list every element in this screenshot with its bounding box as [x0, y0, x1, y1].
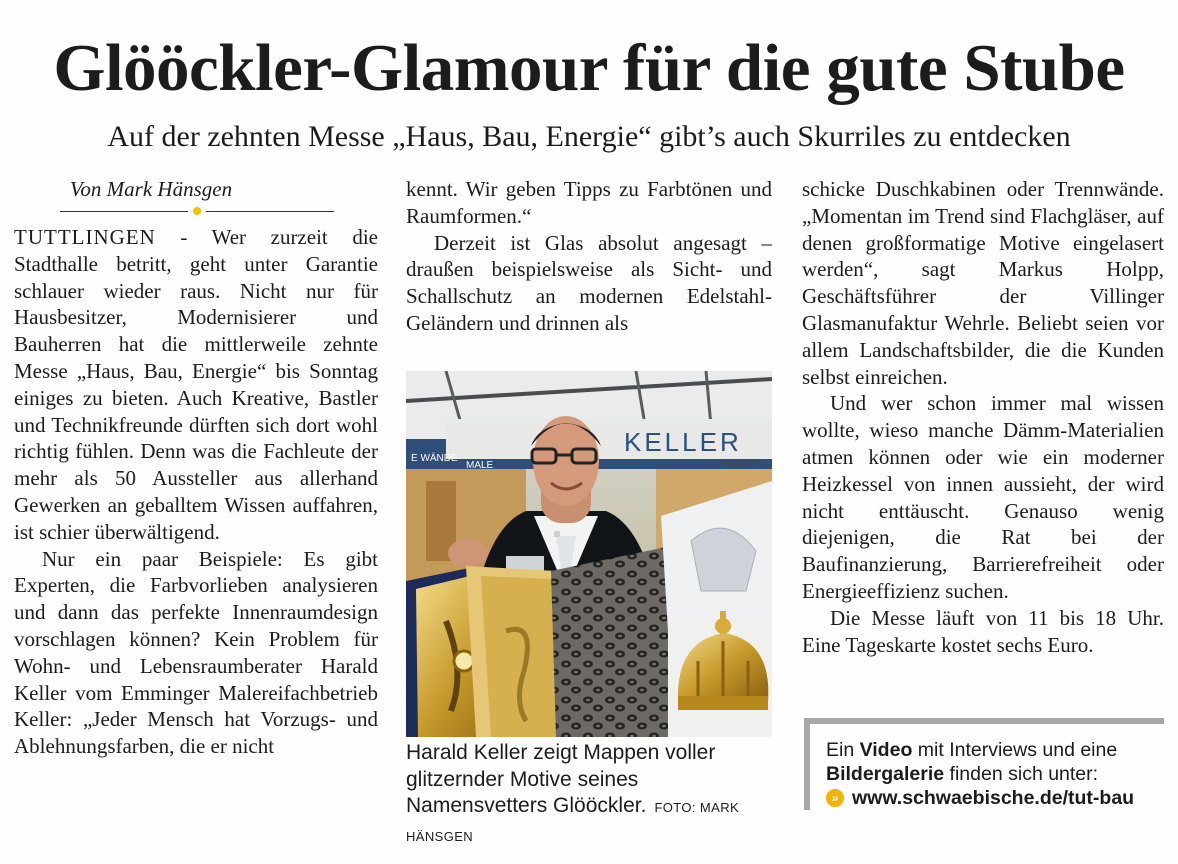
dateline: TUTTLINGEN [14, 225, 156, 249]
info-box [804, 718, 1164, 810]
photo-sign-logo: KELLER [624, 427, 742, 457]
arrow-icon: » [826, 789, 844, 807]
paragraph-hours: Die Messe läuft von 11 bis 18 Uhr. Eine Tageskarte kostet sechs Euro. [802, 605, 1164, 657]
photo-sign-mid: MALE [466, 460, 494, 471]
paragraph-lead: TUTTLINGEN - Wer zurzeit die Stadthalle betritt, geht unter Garantie schlauer wieder raus. Nicht nur für Hausbesitzer, Modernisierer und Bauherren hat die mittlerweile zehnte Messe „Haus, Bau, Energie“ bis Sonntag einiges zu bieten. Auch Kreative, Bastler und Technikfreunde dürften sich dort wohl richtig fühlen. Denn was die Fachleute der mehr als 50 Aussteller aus allerhand Gewerken an geballtem Wissen auffahren, ist schier überwältigend. [14, 225, 378, 544]
paragraph-continued: kennt. Wir geben Tipps zu Farbtönen und Raumformen.“ [406, 177, 772, 228]
paragraph-glass: Derzeit ist Glas absolut angesagt – draußen beispielsweise als Sicht- und Schallschutz an modernen Edelstahl-Geländern und drinnen als [406, 230, 772, 335]
column-1 [14, 176, 378, 760]
info-line-1: Ein Video mit Interviews und eine [826, 739, 1118, 761]
column-2 [406, 176, 772, 337]
photo-credit: FOTO: MARK HÄNSGEN [406, 800, 740, 844]
subheadline: Auf der zehnten Messe „Haus, Bau, Energie“ gibt’s auch Skurriles zu entdecken [107, 120, 1071, 153]
photo-caption [406, 740, 776, 850]
paragraph-2: Nur ein paar Beispiele: Es gibt Experten, die Farbvorlieben analysieren und dann das perfekte Innenraumdesign vorschlagen können? Kein Problem für Wohn- und Lebensraumberater Harald Keller vom Emminger Malereifachbetrieb Keller: „Jeder Mensch hat Vorzugs- und Ablehnungsfarben, die er nicht [14, 546, 378, 759]
photo-sign-sub: COLOR & [724, 458, 761, 467]
info-line-2: Bildergalerie finden sich unter: [826, 763, 1099, 785]
info-url[interactable]: www.schwaebische.de/tut-bau [852, 787, 1135, 809]
info-line-3 [826, 786, 1164, 810]
article-photo [406, 371, 772, 737]
headline: Glööckler-Glamour für die gute Stube [53, 31, 1125, 105]
paragraph-materials: Und wer schon immer mal wissen wollte, wieso manche Dämm-Materialien atmen können oder wie ein moderner Heizkessel von innen aussieht, der wird nicht enttäuscht. Genauso wenig diejenigen, die Rat bei der Baufinanzierung, Barrierefreiheit oder Energieeffizienz suchen. [802, 391, 1164, 603]
paragraph-glass-continued: schicke Duschkabinen oder Trennwände. „Momentan im Trend sind Flachgläser, auf denen großformatige Motive eingelasert werden“, sagt Markus Holpp, Geschäftsführer der Villinger Glasmanufaktur Wehrle. Beliebt seien vor allem Landschaftsbilder, die die Kunden selbst einreichen. [802, 177, 1164, 389]
byline: Von Mark Hänsgen [69, 177, 233, 201]
yellow-dot-icon [193, 207, 201, 215]
column-3 [802, 176, 1164, 658]
caption-text: Harald Keller zeigt Mappen voller glitzernder Motive seines Namensvetters Glööckler. [406, 741, 716, 817]
byline-rule [60, 200, 334, 224]
photo-sign-left: E WÄNDE [411, 453, 458, 464]
